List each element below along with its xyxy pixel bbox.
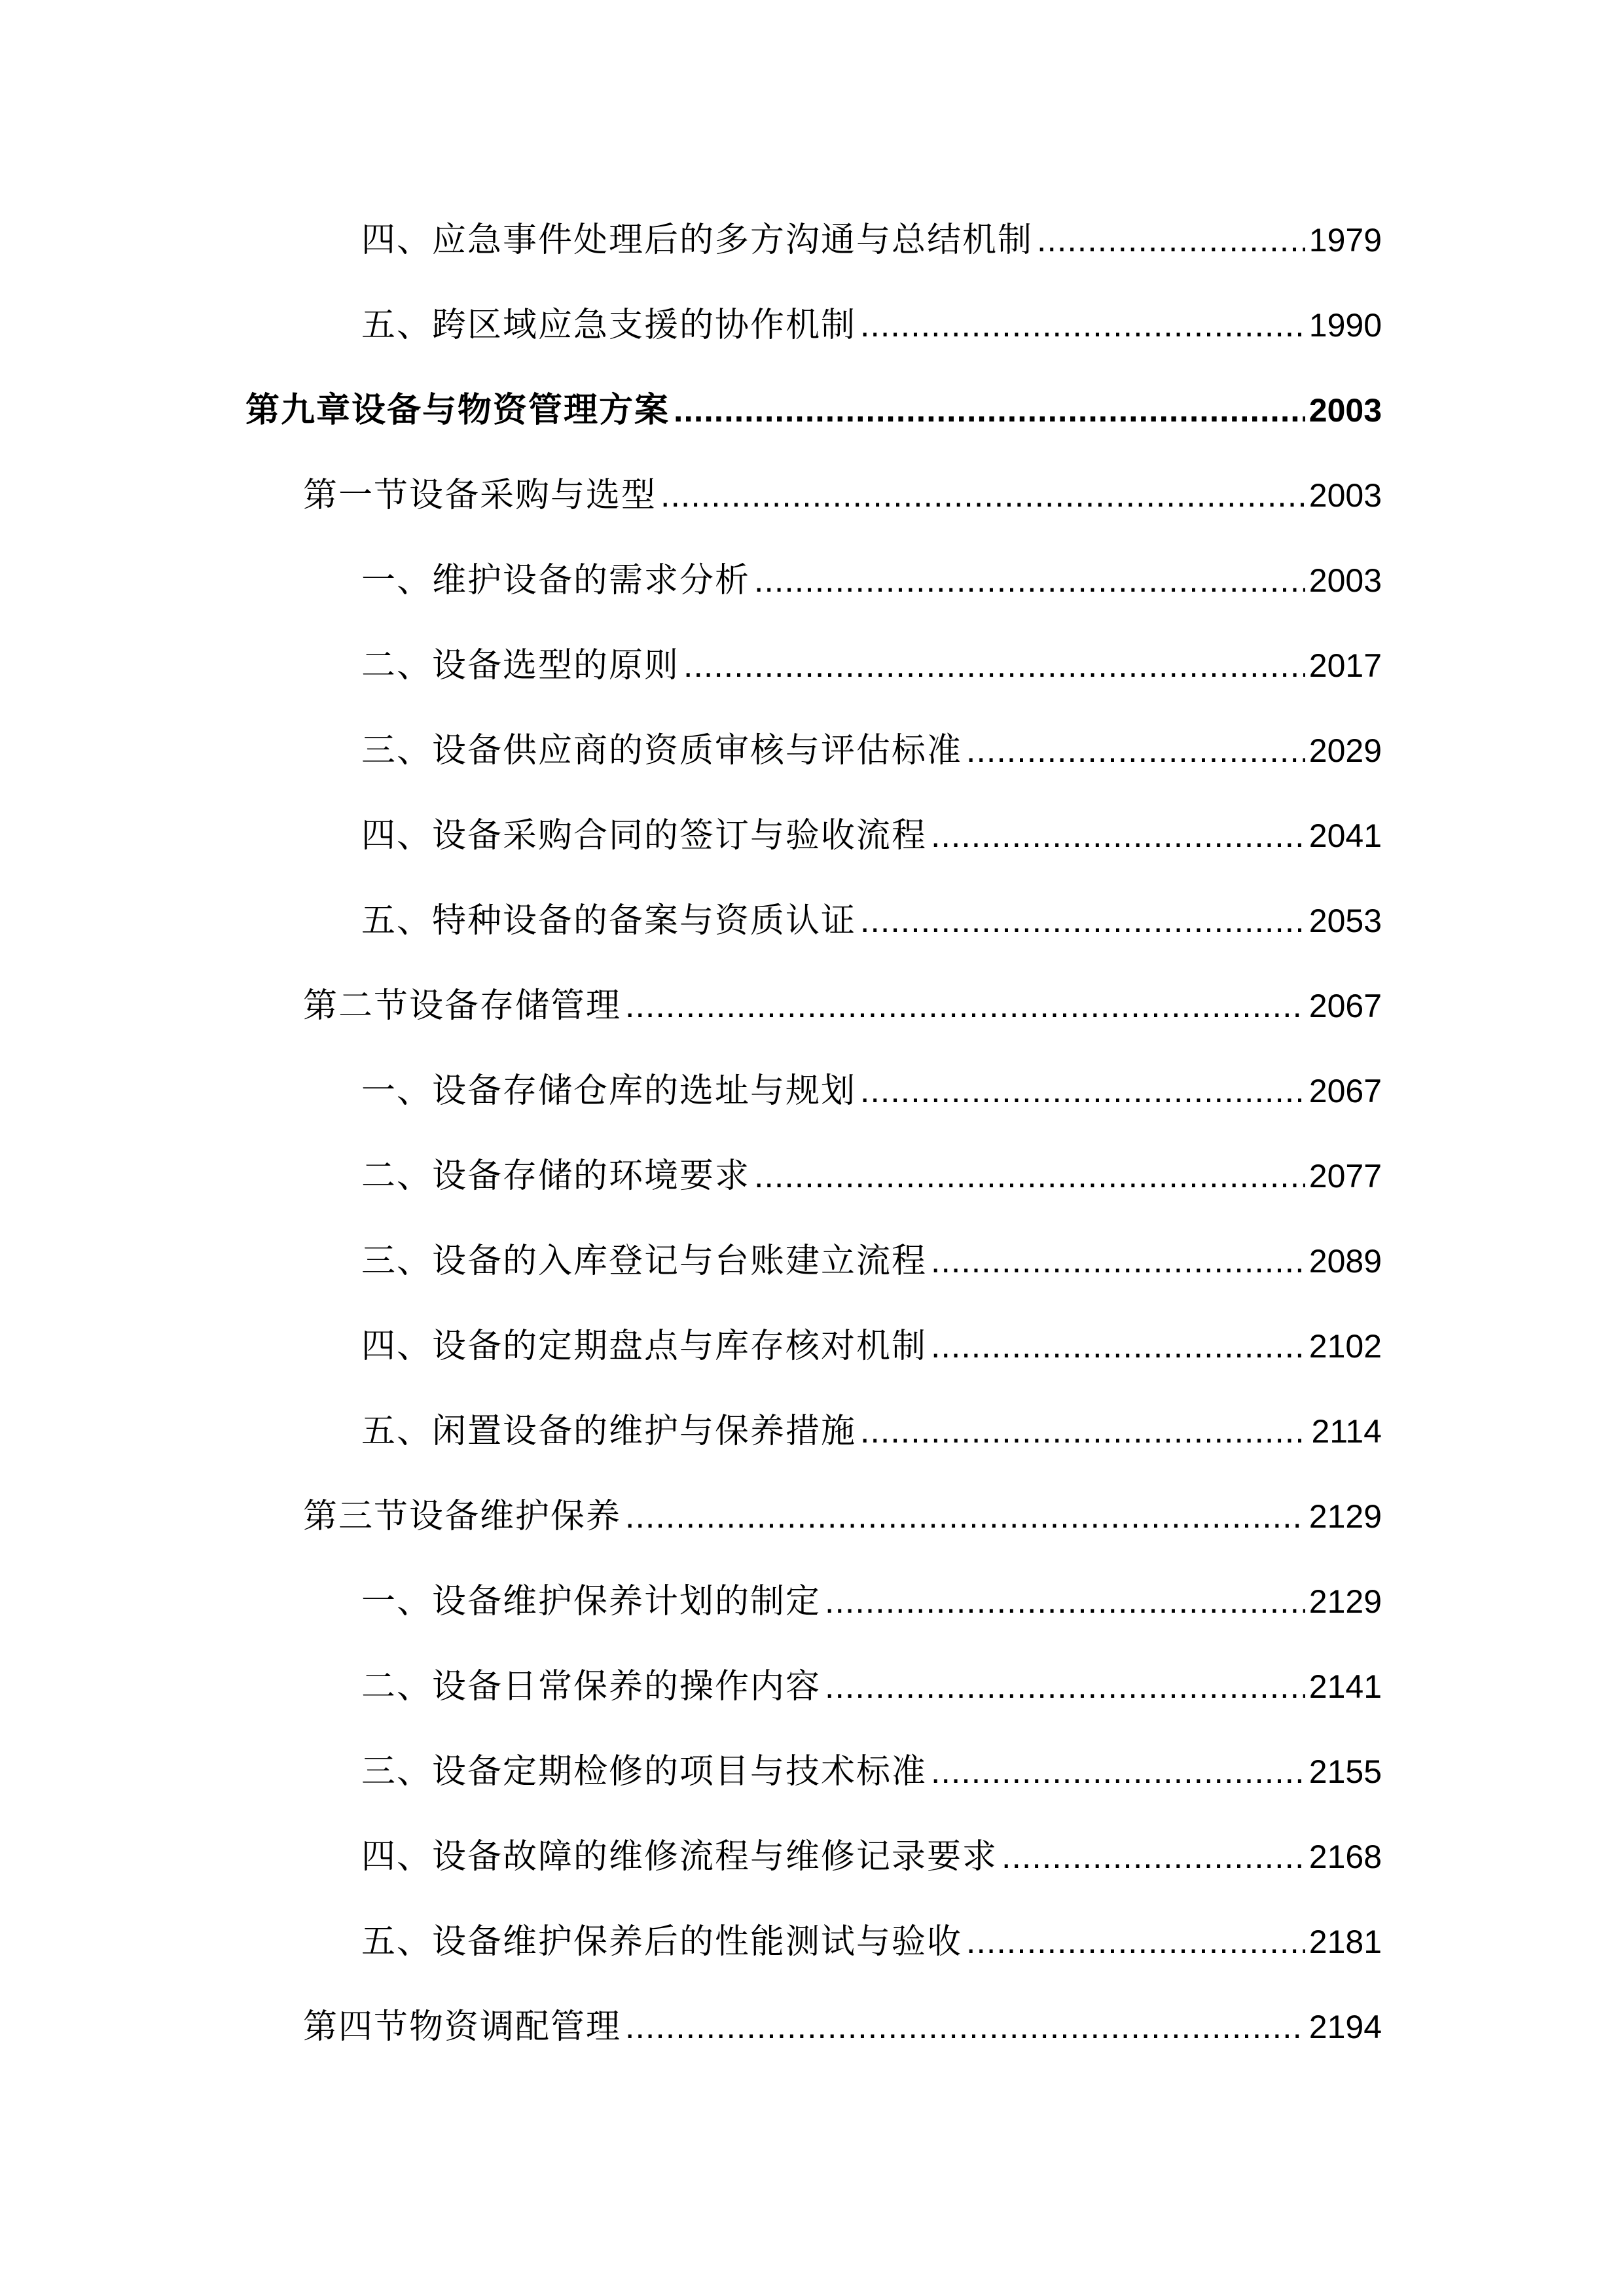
toc-dot-leader <box>683 639 1305 692</box>
toc-dot-leader <box>931 1235 1305 1287</box>
toc-dot-leader <box>931 810 1305 862</box>
toc-entry-page: 2003 <box>1308 562 1382 599</box>
toc-entry-page: 2168 <box>1308 1839 1382 1875</box>
toc-entry-page: 2102 <box>1308 1328 1382 1365</box>
toc-entry-title: 二、设备存储的环境要求 <box>361 1157 751 1196</box>
toc-dot-leader <box>1037 214 1305 266</box>
toc-dot-leader <box>860 895 1305 947</box>
toc-entry-title: 第一节设备采购与选型 <box>303 476 657 515</box>
toc-dot-leader <box>674 384 1305 437</box>
toc-entry-title: 二、设备选型的原则 <box>361 646 680 685</box>
toc-entry-page: 2181 <box>1308 1924 1382 1960</box>
toc-entry-title: 四、设备采购合同的签订与验收流程 <box>361 816 928 855</box>
toc-entry-page: 2029 <box>1308 732 1382 769</box>
toc-entry-page: 2129 <box>1308 1498 1382 1535</box>
toc-dot-leader <box>825 1575 1305 1628</box>
toc-entry-title: 第三节设备维护保养 <box>303 1497 622 1536</box>
toc-entry-section[interactable] <box>303 2001 1382 2053</box>
toc-entry-page: 2003 <box>1308 392 1382 429</box>
toc-entry-title: 一、设备存储仓库的选址与规划 <box>361 1071 857 1111</box>
toc-entry-title: 五、特种设备的备案与资质认证 <box>361 901 857 941</box>
toc-entry[interactable] <box>361 810 1382 862</box>
toc-entry-page: 2003 <box>1308 477 1382 514</box>
toc-dot-leader <box>754 554 1305 607</box>
toc-entry[interactable] <box>361 1660 1382 1713</box>
toc-dot-leader <box>1001 1831 1305 1883</box>
toc-entry[interactable] <box>361 725 1382 777</box>
toc-dot-leader <box>625 980 1305 1032</box>
toc-entry-page: 1990 <box>1308 307 1382 344</box>
toc-entry[interactable] <box>361 1405 1382 1458</box>
toc-entry[interactable] <box>361 1575 1382 1628</box>
toc-dot-leader <box>966 1916 1305 1968</box>
toc-entry-page: 2114 <box>1311 1413 1382 1450</box>
toc-dot-leader <box>860 1065 1305 1117</box>
toc-entry-title: 第九章设备与物资管理方案 <box>245 391 670 430</box>
toc-entry[interactable] <box>361 1831 1382 1883</box>
toc-entry-title: 一、维护设备的需求分析 <box>361 561 751 600</box>
toc-entry-title: 三、设备供应商的资质审核与评估标准 <box>361 731 963 770</box>
toc-entry-title: 第四节物资调配管理 <box>303 2007 622 2047</box>
toc-entry-title: 四、应急事件处理后的多方沟通与总结机制 <box>361 221 1034 260</box>
toc-dot-leader <box>660 469 1305 522</box>
toc-entry-title: 五、闲置设备的维护与保养措施 <box>361 1412 857 1451</box>
toc-entry[interactable] <box>361 554 1382 607</box>
toc-dot-leader <box>931 1320 1305 1372</box>
toc-entry-chapter[interactable] <box>245 384 1382 437</box>
toc-entry[interactable] <box>361 299 1382 351</box>
toc-entry-page: 2089 <box>1308 1243 1382 1280</box>
toc-entry-page: 2067 <box>1308 1073 1382 1109</box>
toc-entry-section[interactable] <box>303 469 1382 522</box>
toc-entry-title: 五、设备维护保养后的性能测试与验收 <box>361 1922 963 1962</box>
toc-entry[interactable] <box>361 1746 1382 1798</box>
toc-entry-page: 2053 <box>1308 903 1382 939</box>
toc-entry-title: 三、设备定期检修的项目与技术标准 <box>361 1752 928 1791</box>
toc-entry-page: 2129 <box>1308 1583 1382 1620</box>
toc-entry-page: 1979 <box>1308 222 1382 259</box>
toc-entry-title: 二、设备日常保养的操作内容 <box>361 1667 821 1706</box>
toc-dot-leader <box>625 2001 1305 2053</box>
toc-entry[interactable] <box>361 1916 1382 1968</box>
toc-entry-page: 2155 <box>1308 1753 1382 1790</box>
toc-dot-leader <box>931 1746 1305 1798</box>
toc-entry-page: 2041 <box>1308 817 1382 854</box>
toc-entry-page: 2017 <box>1308 647 1382 684</box>
toc-entry-title: 一、设备维护保养计划的制定 <box>361 1582 821 1621</box>
toc-entry-title: 五、跨区域应急支援的协作机制 <box>361 306 857 345</box>
toc-entry-page: 2194 <box>1308 2009 1382 2045</box>
toc-dot-leader <box>860 1405 1307 1458</box>
toc-entry[interactable] <box>361 639 1382 692</box>
toc-dot-leader <box>966 725 1305 777</box>
toc-dot-leader <box>825 1660 1305 1713</box>
toc-entry-page: 2077 <box>1308 1158 1382 1194</box>
toc-entry-page: 2067 <box>1308 988 1382 1024</box>
toc-entry[interactable] <box>361 1150 1382 1202</box>
toc-dot-leader <box>625 1490 1305 1543</box>
toc-entry-title: 四、设备故障的维修流程与维修记录要求 <box>361 1837 998 1876</box>
toc-entry-title: 三、设备的入库登记与台账建立流程 <box>361 1242 928 1281</box>
toc-dot-leader <box>754 1150 1305 1202</box>
toc-entry[interactable] <box>361 1235 1382 1287</box>
toc-dot-leader <box>860 299 1305 351</box>
toc-entry[interactable] <box>361 1065 1382 1117</box>
toc-entry-page: 2141 <box>1308 1668 1382 1705</box>
toc-entry-section[interactable] <box>303 1490 1382 1543</box>
toc-entry-title: 第二节设备存储管理 <box>303 986 622 1026</box>
toc-entry-section[interactable] <box>303 980 1382 1032</box>
toc-entry[interactable] <box>361 895 1382 947</box>
toc-entry-title: 四、设备的定期盘点与库存核对机制 <box>361 1327 928 1366</box>
toc-entry[interactable] <box>361 214 1382 266</box>
toc-entry[interactable] <box>361 1320 1382 1372</box>
